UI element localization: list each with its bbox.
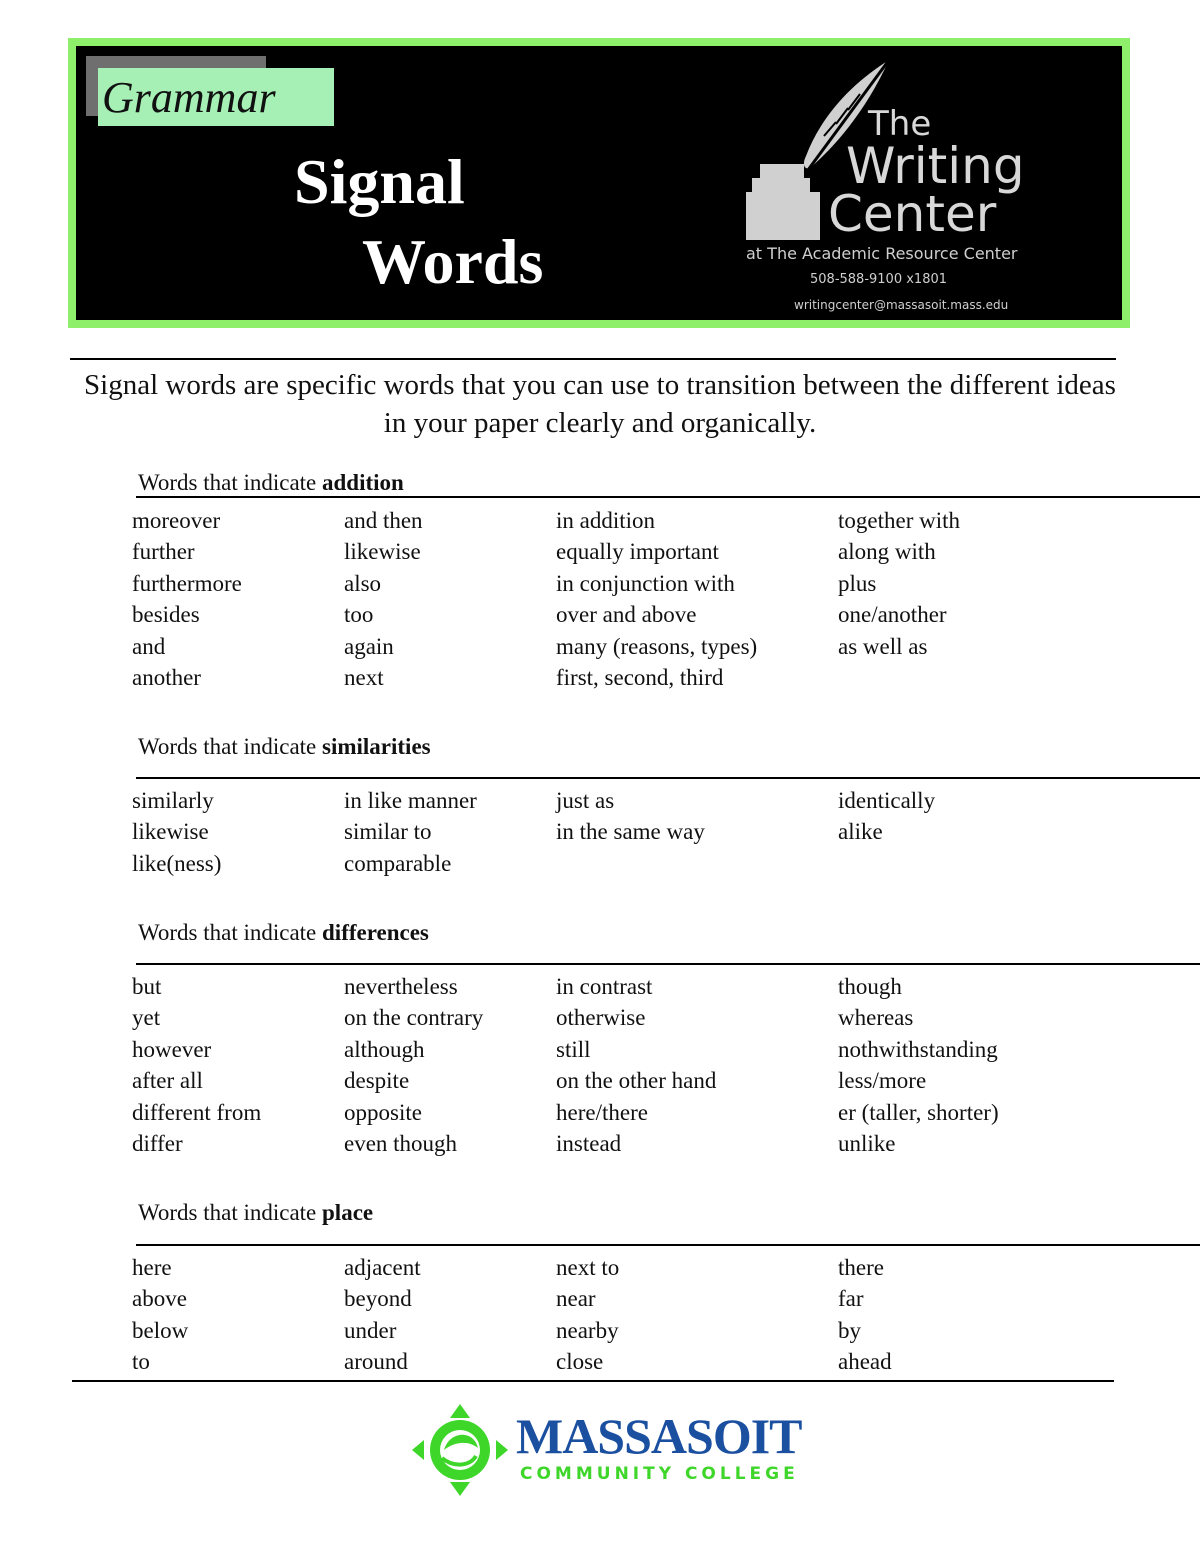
signal-word: again [344, 633, 394, 659]
section-heading [138, 920, 429, 946]
signal-word: along with [838, 539, 936, 565]
signal-word: equally important [556, 539, 719, 565]
signal-word: here [132, 1255, 172, 1280]
signal-word: whereas [838, 1005, 914, 1031]
signal-word: below [132, 1317, 189, 1343]
signal-word: instead [556, 1131, 622, 1156]
signal-word: otherwise [556, 1005, 646, 1031]
signal-word: less/more [838, 1068, 927, 1094]
signal-word: another [132, 665, 201, 690]
signal-word: on the contrary [344, 1005, 484, 1031]
signal-word: as well as [838, 633, 928, 659]
signal-word: besides [132, 602, 200, 628]
intro-paragraph: Signal words are specific words that you can use to transition between the different ideas in your paper clearly and organically. [84, 369, 1116, 439]
signal-word: just as [556, 788, 615, 813]
signal-word: alike [838, 819, 883, 845]
signal-word: likewise [344, 539, 421, 565]
signal-word: above [132, 1286, 187, 1312]
section-heading-prefix: Words that indicate [138, 920, 323, 945]
signal-word: comparable [344, 850, 452, 876]
signal-word: next [344, 665, 384, 690]
signal-word: on the other hand [556, 1068, 717, 1094]
section-heading-keyword: differences [322, 920, 429, 945]
header-banner [68, 38, 1130, 328]
corner-decoration [86, 56, 266, 68]
signal-word: although [344, 1036, 425, 1062]
signal-word: nearby [556, 1317, 619, 1343]
section-heading-keyword: addition [322, 470, 404, 495]
grammar-tag: Grammar [98, 68, 334, 126]
section-heading [138, 470, 404, 496]
college-name: MASSASOIT [516, 1408, 802, 1464]
banner-panel [76, 46, 1122, 320]
signal-word: too [344, 602, 374, 628]
signal-word: close [556, 1349, 604, 1375]
signal-word: further [132, 539, 195, 565]
signal-word: ahead [838, 1349, 892, 1375]
signal-word: like(ness) [132, 850, 222, 876]
signal-word: nothwithstanding [838, 1036, 998, 1062]
signal-word: also [344, 570, 382, 596]
signal-word: plus [838, 570, 877, 596]
signal-word: unlike [838, 1131, 896, 1156]
section-divider [136, 496, 1200, 498]
section-heading [138, 734, 431, 760]
signal-word: yet [132, 1005, 161, 1031]
section-divider [136, 963, 1200, 965]
signal-word: many (reasons, types) [556, 633, 758, 659]
signal-word: in like manner [344, 788, 477, 813]
signal-word: over and above [556, 602, 697, 628]
signal-word: but [132, 974, 162, 999]
section-heading-keyword: similarities [322, 734, 431, 759]
signal-word: under [344, 1317, 397, 1343]
signal-word: identically [838, 788, 936, 813]
section-heading-prefix: Words that indicate [138, 470, 323, 495]
brand-the: The [868, 104, 932, 144]
college-subtitle: COMMUNITY COLLEGE [520, 1464, 799, 1484]
signal-word: to [132, 1349, 150, 1375]
massasoit-logo-icon [410, 1402, 510, 1498]
section-heading [138, 1200, 373, 1226]
signal-word: still [556, 1036, 591, 1062]
signal-word: in contrast [556, 974, 653, 999]
signal-word: moreover [132, 508, 221, 533]
signal-word: one/another [838, 602, 947, 628]
brand-center: Center [828, 185, 997, 243]
page-title-line1: Signal [294, 146, 465, 217]
section-heading-prefix: Words that indicate [138, 1200, 323, 1225]
brand-writing: Writing [846, 137, 1025, 195]
signal-word: er (taller, shorter) [838, 1099, 999, 1125]
signal-word: in addition [556, 508, 656, 533]
signal-word: near [556, 1286, 596, 1312]
signal-word: different from [132, 1099, 262, 1125]
corner-decoration [86, 56, 98, 116]
signal-word: there [838, 1255, 884, 1280]
signal-word: opposite [344, 1099, 422, 1125]
section-divider [136, 777, 1200, 779]
signal-word: together with [838, 508, 960, 533]
signal-word: however [132, 1036, 212, 1062]
divider [72, 1380, 1114, 1382]
signal-word: and then [344, 508, 423, 533]
signal-word: despite [344, 1068, 410, 1094]
section-heading-keyword: place [322, 1200, 374, 1225]
brand-subtitle: at The Academic Resource Center [746, 244, 1018, 263]
divider [70, 358, 1116, 360]
brand-email: writingcenter@massasoit.mass.edu [794, 298, 1009, 312]
signal-word: in conjunction with [556, 570, 735, 596]
signal-word: far [838, 1286, 864, 1312]
signal-word: differ [132, 1131, 183, 1156]
signal-word: after all [132, 1068, 203, 1094]
section-divider [136, 1244, 1200, 1246]
signal-word: in the same way [556, 819, 705, 845]
signal-word: beyond [344, 1286, 412, 1312]
page-title-line2: Words [362, 226, 544, 297]
signal-word: similarly [132, 788, 214, 813]
signal-word: similar to [344, 819, 432, 845]
section-heading-prefix: Words that indicate [138, 734, 323, 759]
signal-word: nevertheless [344, 974, 458, 999]
brand-phone: 508-588-9100 x1801 [810, 272, 948, 287]
signal-word: here/there [556, 1099, 648, 1125]
signal-word: likewise [132, 819, 209, 845]
signal-word: and [132, 633, 166, 659]
signal-word: though [838, 974, 902, 999]
signal-word: furthermore [132, 570, 242, 596]
signal-word: first, second, third [556, 665, 724, 690]
signal-word: around [344, 1349, 408, 1375]
signal-word: by [838, 1317, 861, 1343]
signal-word: even though [344, 1131, 458, 1156]
signal-word: adjacent [344, 1255, 421, 1280]
signal-word: next to [556, 1255, 620, 1280]
